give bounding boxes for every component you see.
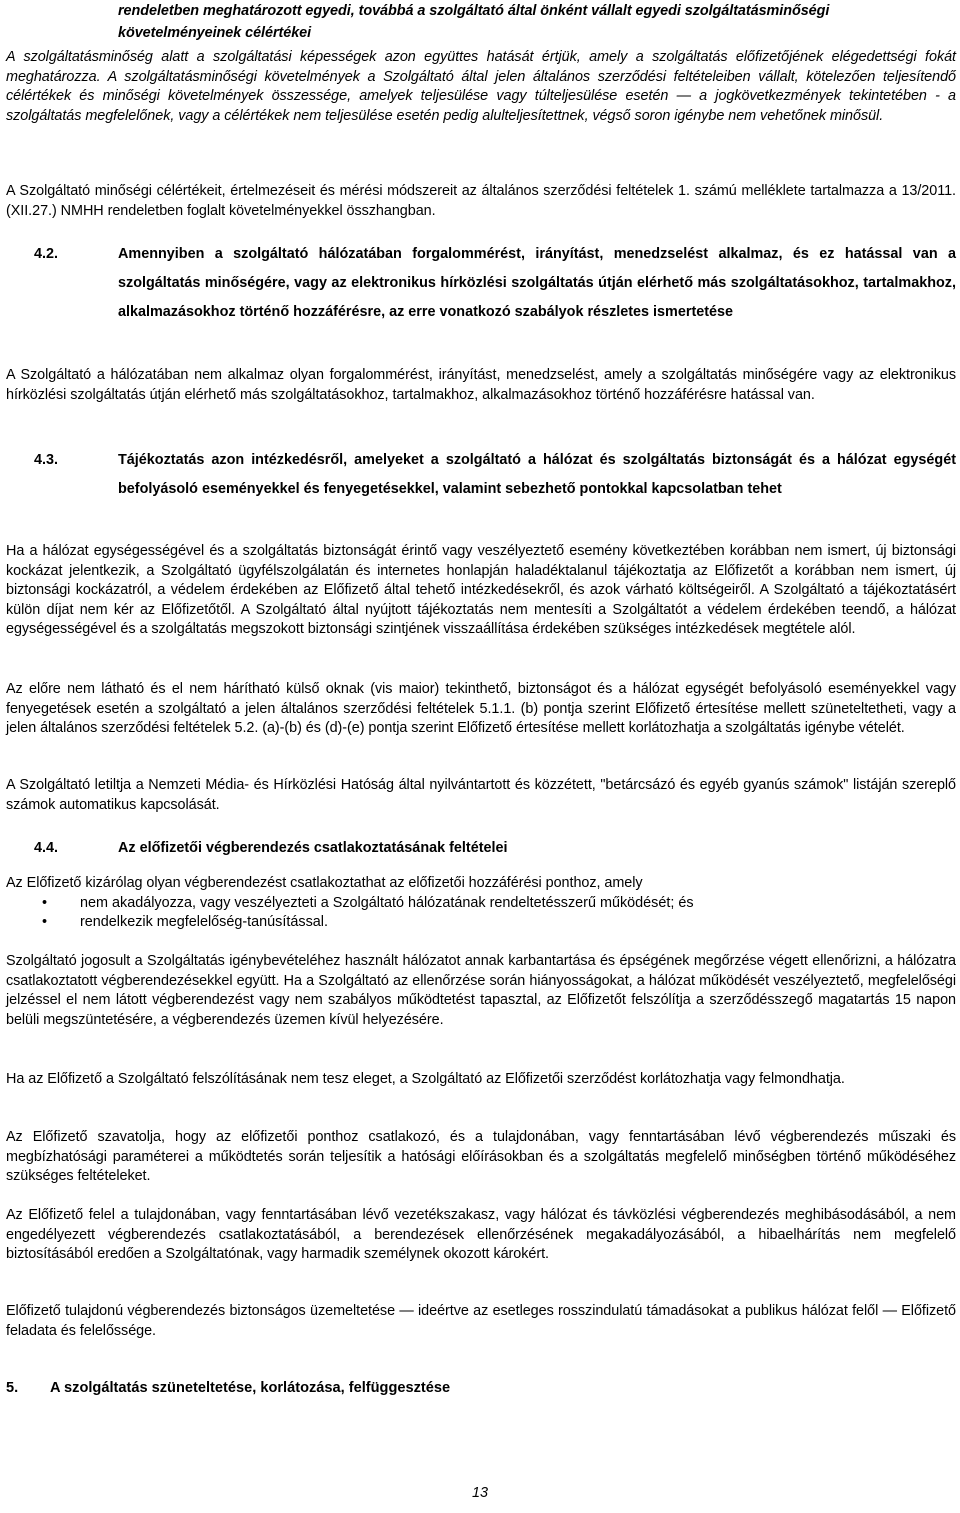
- paragraph-quality-targets: A Szolgáltató minőségi célértékeit, értelmezéseit és mérési módszereit az általános szerződési feltételek 1. számú melléklete tartalmazza a 13/2011. (XII.27.) NMHH rendeletben foglalt követelményekkel összhangban.: [6, 183, 956, 219]
- section-number: 4.3.: [34, 452, 59, 468]
- traffic-management-text-end: hozzáférésre hatással van.: [644, 386, 815, 403]
- section-4-2-heading: [6, 240, 956, 327]
- paragraph-blocked-numbers: A Szolgáltató letiltja a Nemzeti Média- és Hírközlési Hatóság által nyilvántartott és közzétett, "betárcsázó és egyéb gyanús számok" listáján szereplő számok automatikus kapcsolását.: [6, 777, 956, 813]
- quality-requirements-text: A szolgáltatásminőségi követelmények a Szolgáltató által jelen általános szerződési feltételeiben vállalt, kötelezően teljesítendő célértékek és minőségi követelmények összessége, amelyek teljesülése vagy túlteljesülése esetén — a jogkövetkezmények tekintetében - a szolgáltatás megfelelőnek, vagy a célértékek nem teljesülése esetén pedig alulteljesítettnek, végső soron igénybe nem vehetőnek minősül.: [6, 68, 956, 124]
- paragraph-terminal-security: Előfizető tulajdonú végberendezés biztonságos üzemeltetése — ideértve az esetleges rosszindulatú támadásokat a publikus hálózat felől — Előfizető feladata és felelőssége.: [6, 1303, 956, 1339]
- paragraph-quality-definition: [6, 48, 956, 126]
- list-item: [6, 894, 956, 914]
- chapter-5-heading: [6, 1378, 956, 1398]
- paragraph-traffic-management: [6, 366, 956, 405]
- paragraph-network-inspection: Szolgáltató jogosult a Szolgáltatás igénybevételéhez használt hálózatot annak karbantartása és épségének megőrzése végett ellenőrizni, a hálózatra csatlakoztatott végberendezésekkel együtt. Ha a Szolgáltató az ellenőrzése során hiányosságokat, a hálózat működését veszélyeztető, megfelelőségi jelzéssel el nem látott végberendezést vagy nem szabályos működtetést tapasztal, az Előfizetőt felszólítja a szerződésszegő magatartás 15 napon belüli megszüntetésére, a végberendezés üzemen kívül helyezésére.: [6, 953, 956, 1028]
- chapter-number: 5.: [6, 1380, 19, 1396]
- traffic-management-text: A Szolgáltató a hálózatában nem alkalmaz olyan forgalommérést, irányítást, menedzselést, amely a szolgáltatás minőségére vagy az elektronikus hírközlési szolgáltatás útján elérhető más szolgáltatásokhoz, tartalmakhoz, alkalmazásokhoz történő: [6, 367, 956, 403]
- paragraph-terminal-conditions: Az Előfizető kizárólag olyan végberendezést csatlakoztathat az előfizetői hozzáférési ponthoz, amely: [6, 875, 643, 891]
- quality-definition-text: A szolgáltatásminőség alatt a szolgáltatási képességek azon együttes hatását értjük, amely a szolgáltatás előfizetőjének elégedettségi fokát meghatározza.: [6, 49, 956, 85]
- list-item-text: nem akadályozza, vagy veszélyezteti a Szolgáltató hálózatának rendeltetésszerű működését; és: [80, 894, 694, 911]
- bullet-icon: •: [42, 894, 48, 911]
- paragraph-liability: Az Előfizető felel a tulajdonában, vagy fenntartásában lévő vezetékszakasz, vagy hálózat és távközlési végberendezés meghibásodásából, a nem engedélyezett végberendezés csatlakoztatásából, a berendezések ellenőrzésének megakadályozásából, a hibaelhárítás nem megfelelő biztosításából eredően a Szolgáltatónak, vagy harmadik személynek okozott károkért.: [6, 1207, 956, 1263]
- bullet-icon: •: [42, 914, 48, 931]
- bullet-list: [6, 894, 956, 933]
- page-number: 13: [471, 1485, 488, 1501]
- chapter-title: A szolgáltatás szüneteltetése, korlátozása, felfüggesztése: [50, 1380, 451, 1396]
- paragraph-security-info: Ha a hálózat egységességével és a szolgáltatás biztonságát érintő vagy veszélyeztető esemény következtében korábban nem ismert, új biztonsági kockázat jelentkezik, a Szolgáltató ügyfélszolgálatán és internetes honlapján haladéktalanul tájékoztatja az Előfizetőt a korábban nem ismert, új biztonsági kockázatról, a védelem érdekében az Előfizető által tehető intézkedésekről, és azok várható költségeiről. A Szolgáltató a tájékoztatásért külön díjat nem kér az Előfizetőtől. A Szolgáltató által nyújtott tájékoztatás nem mentesíti a Szolgáltatót a védelem érdekében teendő, a hálózat egységességével és a szolgáltatás megszokott biztonsági szintjének visszaállítása érdekében szükséges intézkedések megtétele alól.: [6, 543, 956, 638]
- paragraph-termination: Ha az Előfizető a Szolgáltató felszólításának nem tesz eleget, a Szolgáltató az Előfizetői szerződést korlátozhatja vagy felmondhatja.: [6, 1071, 845, 1087]
- section-number: 4.2.: [34, 246, 59, 262]
- list-item: [6, 913, 956, 933]
- paragraph-force-majeure: Az előre nem látható és el nem hárítható külső oknak (vis maior) tekinthető, biztonságot és a hálózat egységét befolyásoló eseményekkel vagy fenyegetések esetén a szolgáltató a jelen általános szerződési feltételek 5.1.1. (b) pontja szerint Előfizető értesítése mellett szüneteltetheti, vagy a jelen általános szerződési feltételek 5.2. (a)-(b) és (d)-(e) pontja szerint Előfizető értesítése mellett korlátozhatja a szolgáltatás igénybe vételét.: [6, 681, 956, 737]
- section-4-3-heading: [6, 446, 956, 504]
- section-4-4-heading: [6, 834, 956, 863]
- section-title: Amennyiben a szolgáltató hálózatában forgalommérést, irányítást, menedzselést alkalmaz, és ez hatással van a szolgáltatás minőségére, vagy az elektronikus hírközlési szolgáltatás útján elérhető más szolgáltatásokhoz, tartalmakhoz, alkalmazásokhoz történő hozzáférésre, az erre vonatkozó szabályok részletes ismertetése: [118, 246, 956, 320]
- intro-heading: rendeletben meghatározott egyedi, továbbá a szolgáltató által önként vállalt egyedi szolgáltatásminőségi követelményeinek célértékei: [118, 3, 830, 41]
- section-title: Tájékoztatás azon intézkedésről, amelyeket a szolgáltató a hálózat és szolgáltatás biztonságát és a hálózat egységét befolyásoló eseményekkel és fenyegetésekkel, valamint sebezhető pontokkal kapcsolatban tehet: [118, 452, 956, 497]
- section-number: 4.4.: [34, 840, 59, 856]
- paragraph-warranty: Az Előfizető szavatolja, hogy az előfizetői ponthoz csatlakozó, és a tulajdonában, vagy fenntartásában lévő végberendezés műszaki és megbízhatósági paraméterei a működtetés során teljesítik a hatósági előírásokban és a szolgáltatás megfelelő minőségben történő működéséhez szükséges feltételeket.: [6, 1129, 956, 1185]
- section-title: Az előfizetői végberendezés csatlakoztatásának feltételei: [118, 840, 508, 856]
- list-item-text: rendelkezik megfelelőség-tanúsítással.: [80, 914, 328, 931]
